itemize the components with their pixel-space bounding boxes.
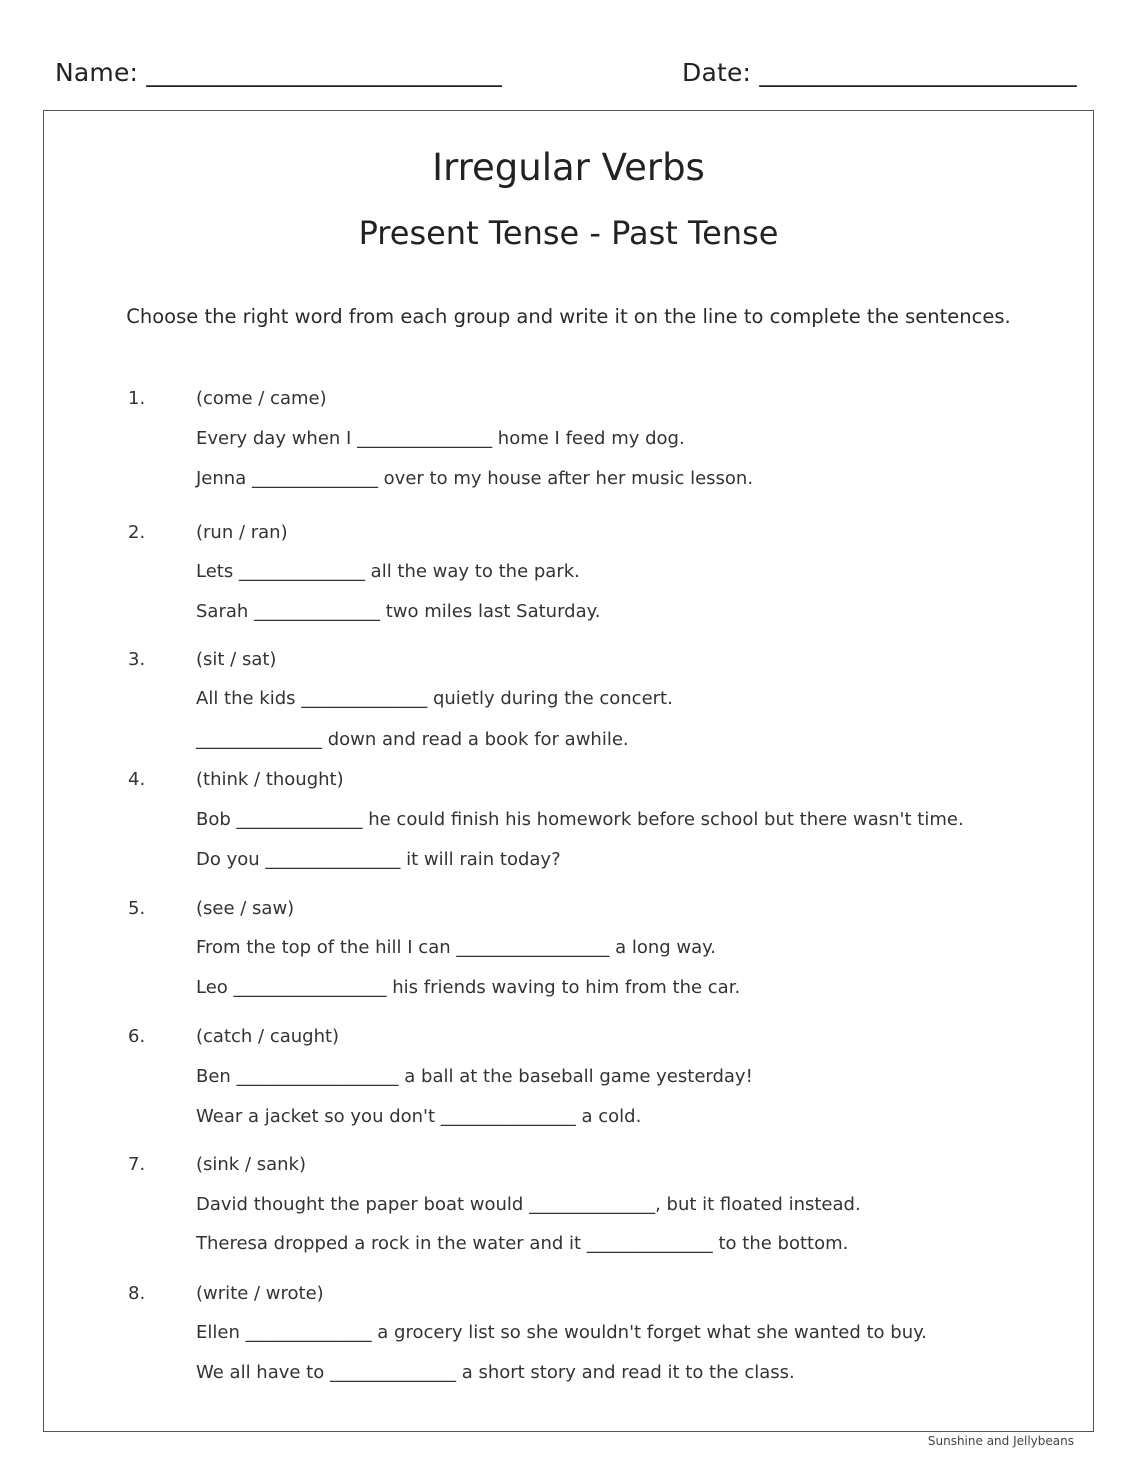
- page-title: Irregular Verbs: [432, 146, 705, 189]
- word-choices: (sink / sank): [196, 1154, 307, 1175]
- sentence[interactable]: All the kids ______________ quietly during the concert.: [196, 688, 673, 709]
- item-number: 4.: [128, 769, 146, 790]
- word-choices: (catch / caught): [196, 1026, 340, 1047]
- word-choices: (sit / sat): [196, 649, 277, 670]
- page-subtitle: Present Tense - Past Tense: [358, 214, 779, 252]
- word-choices: (write / wrote): [196, 1283, 324, 1304]
- sentence[interactable]: Lets ______________ all the way to the park.: [196, 561, 580, 582]
- footer-credit: Sunshine and Jellybeans: [927, 1434, 1074, 1448]
- item-number: 6.: [128, 1026, 146, 1047]
- item-number: 8.: [128, 1283, 146, 1304]
- item-number: 1.: [128, 388, 146, 409]
- word-choices: (come / came): [196, 388, 327, 409]
- item-number: 5.: [128, 898, 146, 919]
- date-field[interactable]: Date: _________________________: [682, 58, 1077, 87]
- word-choices: (see / saw): [196, 898, 295, 919]
- item-number: 2.: [128, 522, 146, 543]
- sentence[interactable]: Every day when I _______________ home I feed my dog.: [196, 428, 685, 449]
- item-number: 7.: [128, 1154, 146, 1175]
- word-choices: (run / ran): [196, 522, 288, 543]
- word-choices: (think / thought): [196, 769, 344, 790]
- sentence[interactable]: ______________ down and read a book for awhile.: [196, 729, 629, 750]
- sentence[interactable]: David thought the paper boat would ______________, but it floated instead.: [196, 1194, 861, 1215]
- sentence[interactable]: From the top of the hill I can _________________ a long way.: [196, 937, 716, 958]
- instructions: Choose the right word from each group and write it on the line to complete the sentences.: [126, 305, 1011, 328]
- name-field[interactable]: Name: ____________________________: [55, 58, 502, 87]
- sentence[interactable]: Ben __________________ a ball at the baseball game yesterday!: [196, 1066, 753, 1087]
- sentence[interactable]: Bob ______________ he could finish his homework before school but there wasn't time.: [196, 809, 964, 830]
- sentence[interactable]: Wear a jacket so you don't _______________ a cold.: [196, 1106, 642, 1127]
- sentence[interactable]: Ellen ______________ a grocery list so she wouldn't forget what she wanted to buy.: [196, 1322, 927, 1343]
- sentence[interactable]: Do you _______________ it will rain today?: [196, 849, 561, 870]
- sentence[interactable]: Sarah ______________ two miles last Saturday.: [196, 601, 601, 622]
- sentence[interactable]: Theresa dropped a rock in the water and it ______________ to the bottom.: [196, 1233, 849, 1254]
- item-number: 3.: [128, 649, 146, 670]
- sentence[interactable]: We all have to ______________ a short story and read it to the class.: [196, 1362, 795, 1383]
- sentence[interactable]: Leo _________________ his friends waving to him from the car.: [196, 977, 741, 998]
- sentence[interactable]: Jenna ______________ over to my house after her music lesson.: [196, 468, 754, 489]
